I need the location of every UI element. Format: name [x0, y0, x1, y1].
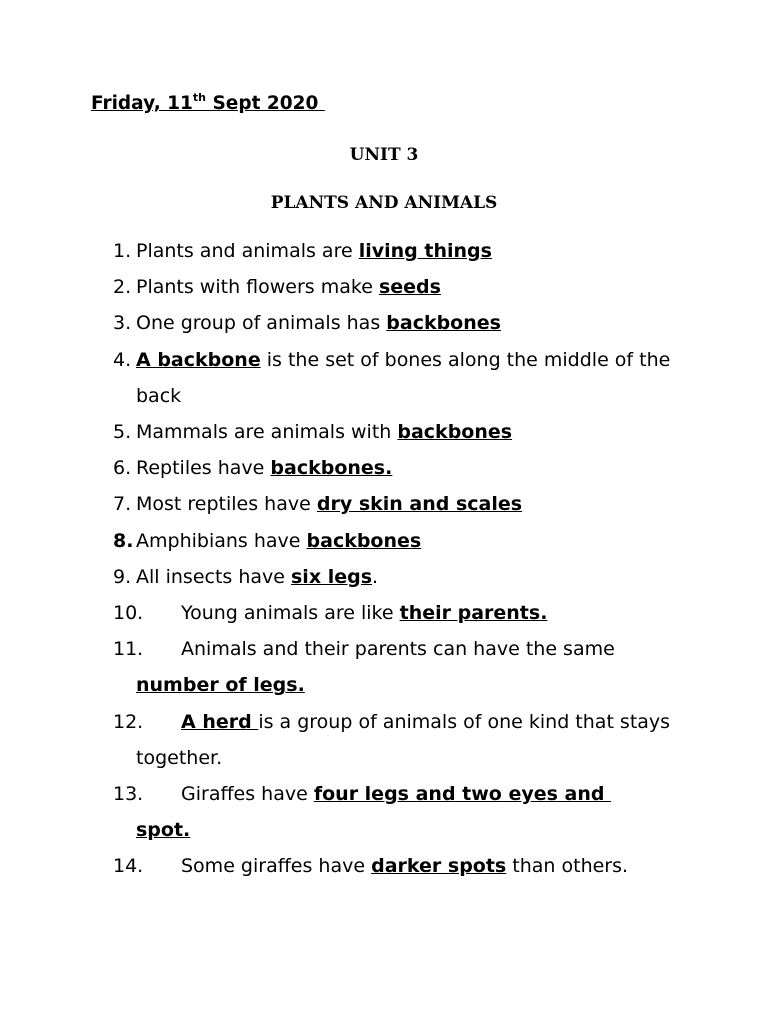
list-item — [0, 523, 768, 559]
item-text: Giraffes have — [181, 783, 314, 806]
item-text: Plants and animals are — [136, 240, 359, 262]
key-term: their parents. — [399, 602, 548, 625]
date-heading — [91, 93, 325, 117]
item-text: Plants with flowers make — [136, 276, 379, 299]
key-term: A backbone — [136, 348, 261, 371]
list-item — [0, 414, 768, 450]
list-item — [0, 233, 768, 269]
list-item — [0, 848, 768, 884]
item-text-after: is a group of animals of one kind that stays together. — [136, 710, 671, 769]
list-item — [0, 305, 768, 341]
list-item — [0, 631, 768, 703]
item-text: Most reptiles have — [136, 493, 317, 516]
item-number: 2. — [113, 276, 132, 299]
item-number: 10. — [113, 602, 144, 625]
date-ordinal-suffix: th — [192, 91, 207, 104]
item-text: Mammals are animals with — [136, 421, 398, 444]
key-term: four legs and two eyes and — [313, 783, 612, 806]
item-number: 4. — [113, 348, 132, 371]
key-term: dry skin and scales — [316, 493, 523, 516]
item-text: Young animals are like — [181, 602, 400, 625]
list-item — [0, 486, 768, 522]
list-item — [0, 559, 768, 595]
list-item — [0, 269, 768, 305]
item-number: 8. — [113, 529, 134, 552]
item-number: 3. — [113, 312, 132, 335]
key-term: number of legs. — [136, 674, 305, 697]
item-number: 1. — [113, 240, 132, 262]
key-term-continuation: spot. — [136, 819, 191, 842]
item-number: 14. — [113, 855, 144, 878]
item-number: 7. — [113, 493, 132, 516]
item-text-after: . — [372, 565, 379, 588]
key-term: backbones. — [270, 457, 393, 480]
key-term: backbones — [306, 529, 422, 552]
item-number: 5. — [113, 421, 132, 444]
item-number: 12. — [113, 710, 144, 733]
item-text: All insects have — [136, 565, 291, 588]
key-term: backbones — [397, 421, 513, 444]
item-number: 6. — [113, 457, 132, 480]
item-text-after: than others. — [506, 855, 629, 878]
item-text: Reptiles have — [136, 457, 271, 480]
topic-heading: PLANTS AND ANIMALS — [270, 193, 498, 213]
list-item — [0, 776, 768, 848]
item-number: 13. — [113, 783, 144, 806]
date-month-year: Sept 2020 — [206, 93, 325, 114]
item-text: Amphibians have — [136, 529, 307, 552]
key-term: seeds — [378, 276, 441, 299]
item-number: 9. — [113, 565, 132, 588]
key-term: backbones — [386, 312, 501, 335]
notes-list — [0, 233, 768, 885]
unit-heading: UNIT 3 — [349, 145, 419, 165]
list-item — [0, 595, 768, 631]
key-term: darker spots — [371, 855, 507, 878]
key-term: A herd — [181, 710, 259, 733]
item-text-after: is the set of bones along the middle of the back — [136, 348, 671, 407]
key-term: living things — [358, 240, 492, 262]
date-text: Friday, 11 — [91, 93, 193, 114]
key-term: six legs — [291, 565, 373, 588]
list-item — [0, 450, 768, 486]
item-text: Some giraffes have — [181, 855, 372, 878]
list-item — [0, 342, 768, 414]
item-text: Animals and their parents can have the same — [181, 638, 615, 661]
item-text: One group of animals has — [136, 312, 387, 335]
item-number: 11. — [113, 638, 144, 661]
list-item — [0, 704, 768, 776]
